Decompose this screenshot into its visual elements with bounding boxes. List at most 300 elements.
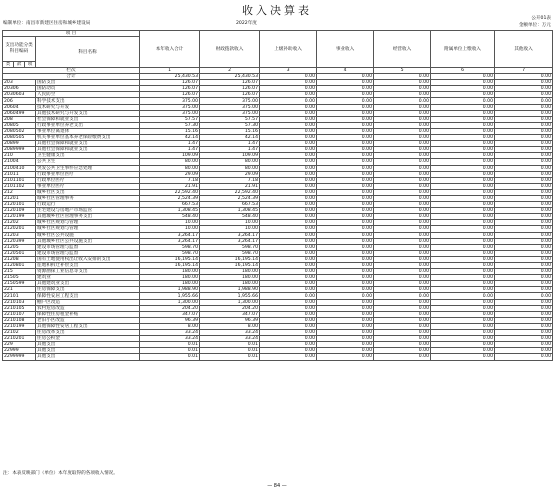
row-fiscal-income: 375.00 [200, 98, 260, 104]
row-code: 21201 [3, 195, 36, 201]
row-zero-cell: 0.00 [317, 336, 374, 342]
row-code: 22999 [3, 348, 36, 354]
row-total-income: 3,264.17 [140, 232, 200, 238]
row-zero-cell: 0.00 [374, 159, 431, 165]
row-zero-cell: 0.00 [317, 171, 374, 177]
row-total-income: 3,264.17 [140, 238, 200, 244]
row-zero-cell: 0.00 [317, 317, 374, 323]
row-fiscal-income: 7.18 [200, 177, 260, 183]
row-fiscal-income: 42.14 [200, 135, 260, 141]
row-total-income: 1.47 [140, 147, 200, 153]
row-subject-name: 其他建筑业支出 [36, 281, 140, 287]
row-code: 2100410 [3, 165, 36, 171]
row-total-income: 1,308.45 [140, 208, 200, 214]
row-fiscal-income: 548.40 [200, 214, 260, 220]
row-code: 2089999 [3, 147, 36, 153]
row-zero-cell: 0.00 [374, 183, 431, 189]
row-zero-cell: 0.00 [374, 336, 431, 342]
row-total-income: 598.70 [140, 244, 200, 250]
row-code: 22102 [3, 330, 36, 336]
row-zero-cell: 0.00 [317, 86, 374, 92]
row-zero-cell: 0.00 [317, 128, 374, 134]
row-zero-cell: 0.00 [374, 202, 431, 208]
row-total-income: 21.91 [140, 183, 200, 189]
row-fiscal-income: 1,308.45 [200, 208, 260, 214]
row-subject-name: 行政事业单位养老支出 [36, 122, 140, 128]
row-zero-cell: 0.00 [374, 305, 431, 311]
row-zero-cell: 0.00 [374, 171, 431, 177]
row-code: 2101101 [3, 177, 36, 183]
row-zero-cell: 0.00 [431, 330, 495, 336]
row-total-income: 2,524.39 [140, 195, 200, 201]
row-code: 2080502 [3, 128, 36, 134]
col-header-4: 事业收入 [317, 31, 374, 68]
row-fiscal-income: 21.91 [200, 183, 260, 189]
row-code: 20805 [3, 122, 36, 128]
row-zero-cell: 0.00 [495, 281, 553, 287]
row-zero-cell: 0.00 [260, 250, 317, 256]
row-zero-cell: 0.00 [495, 86, 553, 92]
row-zero-cell: 0.00 [260, 269, 317, 275]
row-zero-cell: 0.00 [431, 195, 495, 201]
row-code: 2120101 [3, 202, 36, 208]
row-total-income: 33.24 [140, 336, 200, 342]
row-zero-cell: 0.00 [431, 317, 495, 323]
row-fiscal-income: 126.07 [200, 80, 260, 86]
row-subject-name: 城乡社区规划与管理 [36, 226, 140, 232]
row-zero-cell: 0.00 [260, 153, 317, 159]
total-cell-1: 25,430.53 [140, 74, 200, 80]
row-code: 2299999 [3, 354, 36, 360]
row-zero-cell: 0.00 [317, 305, 374, 311]
row-fiscal-income: 29.09 [200, 171, 260, 177]
row-fiscal-income: 10.00 [200, 220, 260, 226]
row-zero-cell: 0.00 [374, 250, 431, 256]
row-zero-cell: 0.00 [431, 165, 495, 171]
row-zero-cell: 0.00 [495, 110, 553, 116]
row-subject-name: 卫生健康支出 [36, 153, 140, 159]
total-label: 合计 [3, 74, 140, 80]
row-zero-cell: 0.00 [260, 293, 317, 299]
row-total-income: 375.00 [140, 110, 200, 116]
lei-header: 类 [3, 62, 14, 68]
row-code: 208 [3, 116, 36, 122]
row-total-income: 80.00 [140, 159, 200, 165]
row-subject-name: 国有土地使用权出让收入安排的支出 [36, 256, 140, 262]
row-zero-cell: 0.00 [260, 183, 317, 189]
row-zero-cell: 0.00 [374, 281, 431, 287]
row-zero-cell: 0.00 [317, 153, 374, 159]
row-zero-cell: 0.00 [495, 299, 553, 305]
row-subject-name: 科学技术支出 [36, 98, 140, 104]
row-zero-cell: 0.00 [431, 311, 495, 317]
row-zero-cell: 0.00 [374, 80, 431, 86]
row-subject-name: 住宅建设与房地产市场监管 [36, 208, 140, 214]
page-number: — 84 — [267, 483, 287, 489]
row-zero-cell: 0.00 [317, 275, 374, 281]
row-zero-cell: 0.00 [260, 336, 317, 342]
row-total-income: 42.14 [140, 135, 200, 141]
col-number-3: 3 [260, 68, 317, 74]
row-fiscal-income: 2,524.39 [200, 195, 260, 201]
row-zero-cell: 0.00 [260, 92, 317, 98]
row-total-income: 126.07 [140, 80, 200, 86]
col-number-6: 6 [431, 68, 495, 74]
row-zero-cell: 0.00 [374, 220, 431, 226]
row-fiscal-income: 16,195.14 [200, 263, 260, 269]
row-total-income: 7.18 [140, 177, 200, 183]
row-fiscal-income: 204.20 [200, 305, 260, 311]
footnote: 注：本表反映部门（单位）本年度取得的各项收入情况。 [3, 471, 118, 476]
row-zero-cell: 0.00 [317, 202, 374, 208]
row-total-income: 109.09 [140, 153, 200, 159]
row-zero-cell: 0.00 [374, 354, 431, 360]
row-code: 210 [3, 153, 36, 159]
row-zero-cell: 0.00 [495, 287, 553, 293]
row-total-income: 80.00 [140, 165, 200, 171]
row-zero-cell: 0.00 [431, 116, 495, 122]
total-cell-2: 25,430.53 [200, 74, 260, 80]
row-total-income: 16,195.14 [140, 256, 200, 262]
row-zero-cell: 0.00 [495, 330, 553, 336]
row-fiscal-income: 126.07 [200, 86, 260, 92]
row-subject-name: 公共卫生 [36, 159, 140, 165]
row-code: 2120801 [3, 263, 36, 269]
row-zero-cell: 0.00 [260, 323, 317, 329]
row-code: 21208 [3, 256, 36, 262]
row-code: 2060499 [3, 110, 36, 116]
row-zero-cell: 0.00 [431, 256, 495, 262]
row-zero-cell: 0.00 [260, 80, 317, 86]
row-zero-cell: 0.00 [260, 256, 317, 262]
row-total-income: 0.01 [140, 354, 200, 360]
row-zero-cell: 0.00 [495, 220, 553, 226]
row-zero-cell: 0.00 [495, 122, 553, 128]
row-zero-cell: 0.00 [260, 141, 317, 147]
row-subject-name: 城乡社区公共设施 [36, 232, 140, 238]
row-total-income: 375.00 [140, 98, 200, 104]
row-fiscal-income: 80.00 [200, 165, 260, 171]
row-code: 215 [3, 269, 36, 275]
row-zero-cell: 0.00 [374, 293, 431, 299]
row-code: 2101102 [3, 183, 36, 189]
row-code: 2120109 [3, 208, 36, 214]
row-total-income: 375.00 [140, 104, 200, 110]
row-zero-cell: 0.00 [431, 177, 495, 183]
func-code-header: 支出功能分类科目编码 [3, 37, 36, 62]
row-zero-cell: 0.00 [317, 195, 374, 201]
row-zero-cell: 0.00 [317, 98, 374, 104]
row-zero-cell: 0.00 [431, 153, 495, 159]
row-code: 2210107 [3, 311, 36, 317]
row-total-income: 0.01 [140, 342, 200, 348]
row-fiscal-income: 33.24 [200, 330, 260, 336]
row-zero-cell: 0.00 [431, 98, 495, 104]
row-zero-cell: 0.00 [431, 208, 495, 214]
row-zero-cell: 0.00 [317, 177, 374, 183]
row-zero-cell: 0.00 [495, 104, 553, 110]
row-zero-cell: 0.00 [431, 287, 495, 293]
row-code: 2080505 [3, 135, 36, 141]
row-zero-cell: 0.00 [260, 348, 317, 354]
income-table [2, 30, 553, 361]
row-zero-cell: 0.00 [495, 153, 553, 159]
xiang-header: 项 [25, 62, 36, 68]
row-subject-name: 棚户区改造 [36, 299, 140, 305]
row-zero-cell: 0.00 [260, 208, 317, 214]
row-code: 2120199 [3, 214, 36, 220]
row-fiscal-income: 598.70 [200, 244, 260, 250]
row-zero-cell: 0.00 [431, 238, 495, 244]
row-total-income: 96.39 [140, 317, 200, 323]
row-code: 2210201 [3, 336, 36, 342]
row-zero-cell: 0.00 [374, 135, 431, 141]
row-fiscal-income: 80.00 [200, 159, 260, 165]
row-total-income: 598.70 [140, 250, 200, 256]
row-zero-cell: 0.00 [374, 147, 431, 153]
row-fiscal-income: 16,195.14 [200, 256, 260, 262]
row-fiscal-income: 33.24 [200, 336, 260, 342]
row-zero-cell: 0.00 [431, 244, 495, 250]
col-header-1: 本年收入合计 [140, 31, 200, 68]
row-zero-cell: 0.00 [374, 311, 431, 317]
money-unit: 金额单位：万元 [518, 23, 551, 28]
row-zero-cell: 0.00 [317, 263, 374, 269]
row-subject-name: 其他城乡社区管理事务支出 [36, 214, 140, 220]
col-header-5: 经营收入 [374, 31, 431, 68]
row-code: 221 [3, 287, 36, 293]
row-zero-cell: 0.00 [495, 305, 553, 311]
row-fiscal-income: 96.39 [200, 317, 260, 323]
row-zero-cell: 0.00 [495, 202, 553, 208]
col-number-1: 1 [140, 68, 200, 74]
row-fiscal-income: 180.00 [200, 281, 260, 287]
row-zero-cell: 0.00 [260, 244, 317, 250]
row-zero-cell: 0.00 [374, 177, 431, 183]
row-subject-name: 国防支出 [36, 80, 140, 86]
row-fiscal-income: 180.00 [200, 275, 260, 281]
row-zero-cell: 0.00 [431, 214, 495, 220]
lanci-label: 栏次 [3, 68, 140, 74]
row-total-income: 548.40 [140, 214, 200, 220]
row-zero-cell: 0.00 [374, 348, 431, 354]
row-zero-cell: 0.00 [495, 135, 553, 141]
row-zero-cell: 0.00 [317, 214, 374, 220]
row-total-income: 15.16 [140, 128, 200, 134]
row-zero-cell: 0.00 [260, 104, 317, 110]
row-fiscal-income: 0.01 [200, 354, 260, 360]
project-header: 项 目 [3, 31, 140, 37]
row-zero-cell: 0.00 [431, 269, 495, 275]
row-subject-name: 建设市场管理与监督 [36, 250, 140, 256]
row-fiscal-income: 15.16 [200, 128, 260, 134]
row-zero-cell: 0.00 [260, 317, 317, 323]
row-zero-cell: 0.00 [260, 232, 317, 238]
row-zero-cell: 0.00 [431, 220, 495, 226]
row-zero-cell: 0.00 [317, 104, 374, 110]
row-fiscal-income: 598.70 [200, 250, 260, 256]
row-zero-cell: 0.00 [374, 275, 431, 281]
row-code: 229 [3, 342, 36, 348]
row-fiscal-income: 8.00 [200, 323, 260, 329]
row-zero-cell: 0.00 [317, 159, 374, 165]
row-zero-cell: 0.00 [431, 171, 495, 177]
row-zero-cell: 0.00 [374, 189, 431, 195]
row-subject-name: 建筑业 [36, 275, 140, 281]
row-code: 2120501 [3, 250, 36, 256]
row-zero-cell: 0.00 [431, 323, 495, 329]
row-zero-cell: 0.00 [495, 214, 553, 220]
row-zero-cell: 0.00 [260, 177, 317, 183]
row-zero-cell: 0.00 [374, 98, 431, 104]
row-zero-cell: 0.00 [495, 293, 553, 299]
row-zero-cell: 0.00 [495, 92, 553, 98]
row-subject-name: 行政运行 [36, 202, 140, 208]
row-zero-cell: 0.00 [260, 165, 317, 171]
row-total-income: 180.00 [140, 281, 200, 287]
row-zero-cell: 0.00 [495, 275, 553, 281]
row-zero-cell: 0.00 [260, 275, 317, 281]
row-subject-name: 技术研究与开发 [36, 104, 140, 110]
row-zero-cell: 0.00 [374, 195, 431, 201]
row-subject-name: 农村危房改造 [36, 305, 140, 311]
row-zero-cell: 0.00 [260, 128, 317, 134]
row-zero-cell: 0.00 [495, 128, 553, 134]
fiscal-year: 2022年度 [236, 21, 257, 26]
total-cell-7: 0.00 [495, 74, 553, 80]
total-cell-5: 0.00 [374, 74, 431, 80]
row-code: 203 [3, 80, 36, 86]
row-total-income: 347.07 [140, 311, 200, 317]
row-zero-cell: 0.00 [431, 80, 495, 86]
row-zero-cell: 0.00 [431, 232, 495, 238]
row-zero-cell: 0.00 [495, 98, 553, 104]
row-code: 2120399 [3, 238, 36, 244]
row-total-income: 0.01 [140, 348, 200, 354]
row-zero-cell: 0.00 [317, 287, 374, 293]
row-zero-cell: 0.00 [260, 171, 317, 177]
row-zero-cell: 0.00 [495, 348, 553, 354]
row-zero-cell: 0.00 [317, 244, 374, 250]
row-zero-cell: 0.00 [260, 86, 317, 92]
row-code: 2210199 [3, 323, 36, 329]
row-subject-name: 行政事业单位医疗 [36, 171, 140, 177]
table-row [3, 354, 553, 360]
row-code: 206 [3, 98, 36, 104]
row-fiscal-income: 1,955.66 [200, 293, 260, 299]
row-zero-cell: 0.00 [317, 183, 374, 189]
row-code: 2030603 [3, 92, 36, 98]
kuan-header: 款 [14, 62, 25, 68]
row-total-income: 57.57 [140, 116, 200, 122]
row-zero-cell: 0.00 [317, 348, 374, 354]
row-total-income: 33.24 [140, 330, 200, 336]
row-total-income: 1,300.00 [140, 299, 200, 305]
row-zero-cell: 0.00 [431, 202, 495, 208]
row-code: 212 [3, 189, 36, 195]
row-fiscal-income: 667.53 [200, 202, 260, 208]
row-fiscal-income: 347.07 [200, 311, 260, 317]
row-zero-cell: 0.00 [495, 171, 553, 177]
row-fiscal-income: 3,264.17 [200, 232, 260, 238]
row-zero-cell: 0.00 [374, 122, 431, 128]
row-zero-cell: 0.00 [317, 208, 374, 214]
row-fiscal-income: 0.01 [200, 348, 260, 354]
row-zero-cell: 0.00 [374, 104, 431, 110]
row-subject-name: 住房保障支出 [36, 287, 140, 293]
row-zero-cell: 0.00 [260, 299, 317, 305]
row-zero-cell: 0.00 [495, 226, 553, 232]
col-header-2: 财政拨款收入 [200, 31, 260, 68]
row-subject-name: 机关事业单位基本养老保险缴费支出 [36, 135, 140, 141]
row-zero-cell: 0.00 [431, 92, 495, 98]
row-zero-cell: 0.00 [374, 256, 431, 262]
row-zero-cell: 0.00 [317, 141, 374, 147]
row-subject-name: 国防动员 [36, 86, 140, 92]
row-total-income: 1.47 [140, 141, 200, 147]
row-subject-name: 保障性安居工程支出 [36, 293, 140, 299]
row-subject-name: 其他保障性安居工程支出 [36, 323, 140, 329]
row-zero-cell: 0.00 [431, 159, 495, 165]
col-header-6: 附属单位上缴收入 [431, 31, 495, 68]
row-zero-cell: 0.00 [317, 80, 374, 86]
row-zero-cell: 0.00 [431, 342, 495, 348]
row-zero-cell: 0.00 [374, 226, 431, 232]
col-header-3: 上级补助收入 [260, 31, 317, 68]
row-zero-cell: 0.00 [431, 141, 495, 147]
row-code: 21004 [3, 159, 36, 165]
row-zero-cell: 0.00 [495, 141, 553, 147]
row-zero-cell: 0.00 [374, 165, 431, 171]
row-zero-cell: 0.00 [260, 195, 317, 201]
row-subject-name: 建设市场管理与监督 [36, 244, 140, 250]
row-zero-cell: 0.00 [260, 122, 317, 128]
row-total-income: 10.00 [140, 226, 200, 232]
row-fiscal-income: 1,988.90 [200, 287, 260, 293]
row-code: 21205 [3, 244, 36, 250]
row-zero-cell: 0.00 [317, 135, 374, 141]
row-fiscal-income: 109.09 [200, 153, 260, 159]
row-zero-cell: 0.00 [260, 135, 317, 141]
row-zero-cell: 0.00 [495, 263, 553, 269]
row-zero-cell: 0.00 [431, 354, 495, 360]
row-zero-cell: 0.00 [431, 189, 495, 195]
row-subject-name: 突发公共卫生事件应急处理 [36, 165, 140, 171]
row-subject-name: 其他技术研究与开发支出 [36, 110, 140, 116]
row-total-income: 57.30 [140, 122, 200, 128]
row-zero-cell: 0.00 [317, 323, 374, 329]
row-zero-cell: 0.00 [260, 189, 317, 195]
row-code: 20604 [3, 104, 36, 110]
row-fiscal-income: 126.07 [200, 92, 260, 98]
row-fiscal-income: 57.30 [200, 122, 260, 128]
row-zero-cell: 0.00 [317, 165, 374, 171]
row-fiscal-income: 3,264.17 [200, 238, 260, 244]
row-zero-cell: 0.00 [317, 92, 374, 98]
row-zero-cell: 0.00 [374, 342, 431, 348]
row-zero-cell: 0.00 [431, 86, 495, 92]
row-zero-cell: 0.00 [374, 287, 431, 293]
row-total-income: 1,955.66 [140, 293, 200, 299]
row-fiscal-income: 375.00 [200, 110, 260, 116]
row-zero-cell: 0.00 [431, 293, 495, 299]
row-zero-cell: 0.00 [374, 110, 431, 116]
row-zero-cell: 0.00 [260, 287, 317, 293]
compiling-unit: 编制单位：南昌市新建区住房和城乡建设局 [3, 21, 91, 26]
row-total-income: 667.53 [140, 202, 200, 208]
row-subject-name: 其他支出 [36, 342, 140, 348]
row-zero-cell: 0.00 [317, 250, 374, 256]
